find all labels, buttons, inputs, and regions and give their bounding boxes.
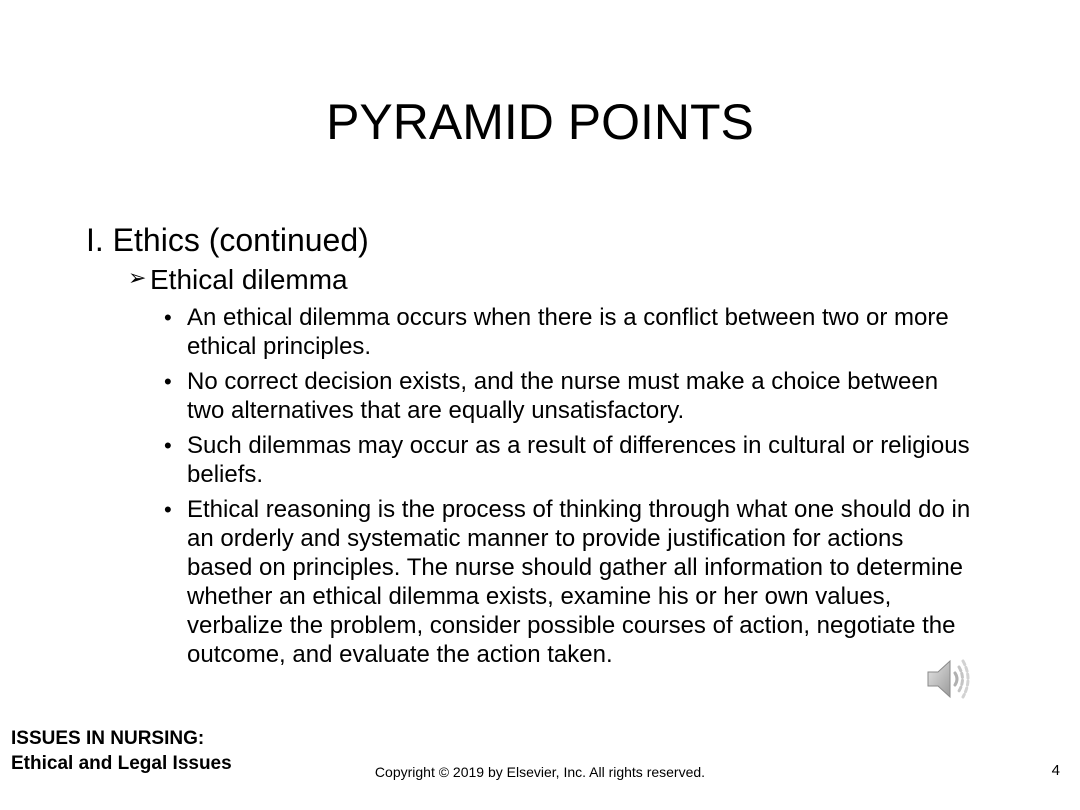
section-heading: I. Ethics (continued): [86, 222, 369, 258]
bullet-text: An ethical dilemma occurs when there is a conflict between two or more ethical principles.: [187, 304, 949, 360]
speaker-icon[interactable]: [924, 655, 974, 703]
bullet-dot-icon: •: [164, 369, 172, 394]
bullet-text: Ethical reasoning is the process of thinking through what one should do in an orderly and systematic manner to provide justification for actions based on principles. The nurse should gather all information to determine whether an ethical dilemma exists, examine his or her own values, verbalize the problem, consider possible courses of action, negotiate the outcome, and evaluate the action taken.: [187, 496, 971, 668]
subheading-label: Ethical dilemma: [150, 264, 348, 295]
slide-title: PYRAMID POINTS: [326, 94, 754, 150]
bullet-item: [162, 303, 972, 361]
arrow-bullet-icon: ➢: [128, 265, 147, 290]
bullet-dot-icon: •: [164, 305, 172, 330]
bullet-item: [162, 367, 972, 425]
bullet-dot-icon: •: [164, 433, 172, 458]
bullet-item: [162, 495, 972, 669]
bullet-item: [162, 431, 972, 489]
bullet-list: [162, 303, 972, 675]
bullet-text: Such dilemmas may occur as a result of differences in cultural or religious beliefs.: [187, 432, 970, 488]
page-number: 4: [1051, 762, 1060, 779]
bullet-text: No correct decision exists, and the nurse must make a choice between two alternatives that are equally unsatisfactory.: [187, 368, 939, 424]
course-title-line1: ISSUES IN NURSING:: [11, 728, 205, 749]
copyright-notice: Copyright © 2019 by Elsevier, Inc. All rights reserved.: [374, 764, 706, 780]
bullet-dot-icon: •: [164, 497, 172, 522]
subheading: [128, 263, 348, 297]
course-title-line2: Ethical and Legal Issues: [11, 753, 232, 774]
